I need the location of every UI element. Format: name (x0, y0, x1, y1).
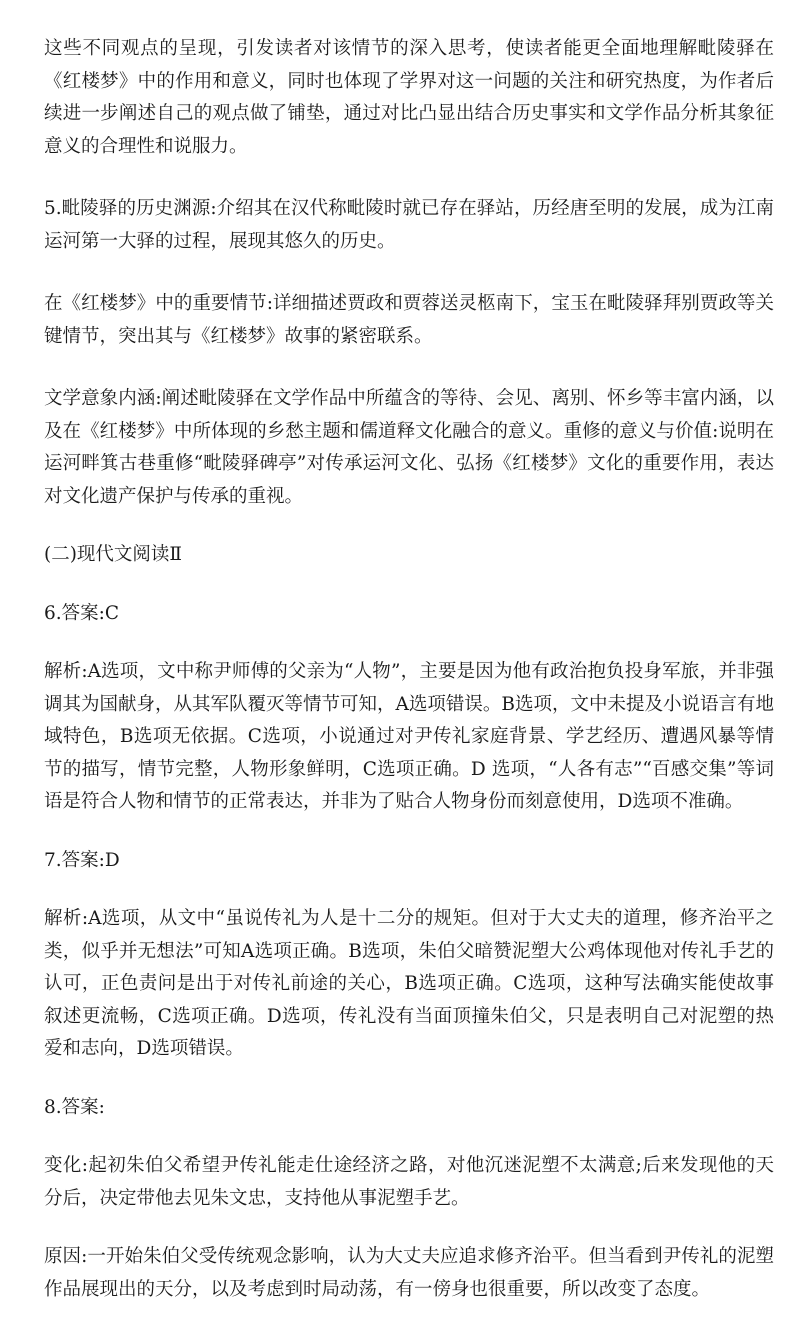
section-heading: (二)现代文阅读Ⅱ (44, 544, 183, 565)
answer-8-reason: 原因:一开始朱伯父受传统观念影响，认为大丈夫应追求修齐治平。但当看到尹传礼的泥塑作品展现出的天分，以及考虑到时局动荡，有一傍身也很重要，所以改变了态度。 (44, 1246, 774, 1300)
paragraph-viewpoints-summary: 这些不同观点的呈现，引发读者对该情节的深入思考，使读者能更全面地理解毗陵驿在《红楼梦》中的作用和意义，同时也体现了学界对这一问题的关注和研究热度，为作者后续进一步阐述自己的观点做了铺垫，通过对比凸显出结合历史事实和文学作品分析其象征意义的合理性和说服力。 (44, 38, 774, 157)
answer-8: 8.答案: (44, 1096, 105, 1118)
paragraph-q5-imagery: 文学意象内涵:阐述毗陵驿在文学作品中所蕴含的等待、会见、离别、怀乡等丰富内涵，以及在《红楼梦》中所体现的乡愁主题和儒道释文化融合的意义。重修的意义与价值:说明在运河畔箕古巷重修“毗陵驿碑亭”对传承运河文化、弘扬《红楼梦》文化的重要作用，表达对文化遗产保护与传承的重视。 (44, 388, 774, 507)
analysis-7: 解析:A选项，从文中“虽说传礼为人是十二分的规矩。但对于大丈夫的道理，修齐治平之类，似乎并无想法”可知A选项正确。B选项，朱伯父暗赞泥塑大公鸡体现他对传礼手艺的认可，正色责问是出于对传礼前途的关心，B选项正确。C选项，这种写法确实能使故事叙述更流畅，C选项正确。D选项，传礼没有当面顶撞朱伯父，只是表明自己对泥塑的热爱和志向，D选项错误。 (44, 908, 774, 1059)
answer-7: 7.答案:D (44, 849, 120, 871)
analysis-6: 解析:A选项，文中称尹师傅的父亲为“人物”，主要是因为他有政治抱负投身军旅，并非强调其为国献身，从其军队覆灭等情节可知，A选项错误。B选项，文中未提及小说语言有地域特色，B选项无依据。C选项，小说通过对尹传礼家庭背景、学艺经历、遭遇风暴等情节的描写，情节完整，人物形象鲜明，C选项正确。D 选项，“人各有志”“百感交集”等词语是符合人物和情节的正常表达，并非为了贴合人物身份而刻意使用，D选项不准确。 (44, 661, 774, 812)
answer-8-change: 变化:起初朱伯父希望尹传礼能走仕途经济之路，对他沉迷泥塑不太满意;后来发现他的天分后，决定带他去见朱文忠，支持他从事泥塑手艺。 (44, 1155, 774, 1209)
answer-6: 6.答案:C (44, 602, 120, 624)
paragraph-q5-history: 5.毗陵驿的历史渊源:介绍其在汉代称毗陵时就已存在驿站，历经唐至明的发展，成为江南运河第一大驿的过程，展现其悠久的历史。 (44, 198, 774, 252)
paragraph-q5-plot: 在《红楼梦》中的重要情节:详细描述贾政和贾蓉送灵柩南下，宝玉在毗陵驿拜别贾政等关键情节，突出其与《红楼梦》故事的紧密联系。 (44, 293, 774, 347)
